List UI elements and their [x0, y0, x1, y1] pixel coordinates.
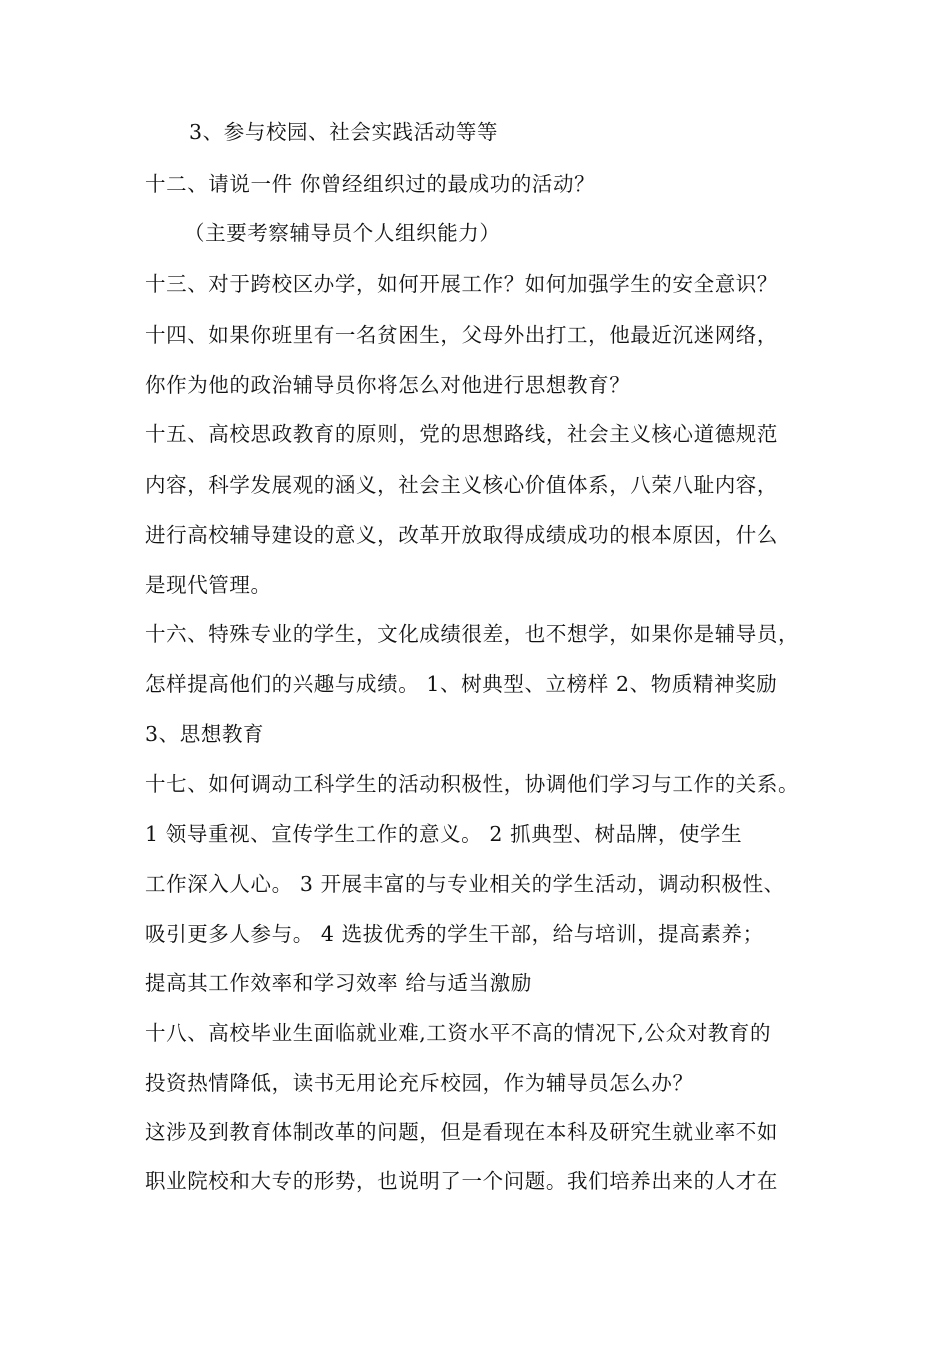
question-15: 十五、高校思政教育的原则，党的思想路线，社会主义核心道德规范 [145, 422, 778, 446]
answer-17-line-3: 吸引更多人参与。 4 选拔优秀的学生干部，给与培训，提高素养； [145, 922, 764, 946]
question-12: 十二、请说一件 你曾经组织过的最成功的活动？ [145, 172, 596, 196]
question-18-continued: 投资热情降低，读书无用论充斥校园，作为辅导员怎么办？ [145, 1071, 694, 1095]
answer-18-line-1: 这涉及到教育体制改革的问题，但是看现在本科及研究生就业率不如 [145, 1120, 778, 1144]
text-line-1: 3、参与校园、社会实践活动等等 [189, 120, 499, 144]
note-line: （主要考察辅导员个人组织能力） [184, 221, 501, 245]
question-13: 十三、对于跨校区办学，如何开展工作？如何加强学生的安全意识？ [145, 272, 778, 296]
question-14-continued: 你作为他的政治辅导员你将怎么对他进行思想教育？ [145, 373, 631, 397]
question-15-continued-2: 进行高校辅导建设的意义，改革开放取得成绩成功的根本原因，什么 [145, 523, 778, 547]
answer-17-line-1: 1 领导重视、宣传学生工作的意义。 2 抓典型、树品牌，使学生 [145, 822, 743, 846]
answer-17-line-4: 提高其工作效率和学习效率 给与适当激励 [145, 971, 532, 995]
question-16-continued: 怎样提高他们的兴趣与成绩。 1、树典型、立榜样 2、物质精神奖励 [145, 672, 778, 696]
question-14: 十四、如果你班里有一名贫困生，父母外出打工，他最近沉迷网络， [145, 323, 778, 347]
answer-17-line-2: 工作深入人心。 3 开展丰富的与专业相关的学生活动，调动积极性、 [145, 872, 785, 896]
question-17: 十七、如何调动工科学生的活动积极性，协调他们学习与工作的关系。 [145, 772, 800, 796]
question-15-continued-1: 内容，科学发展观的涵义，社会主义核心价值体系，八荣八耻内容， [145, 473, 778, 497]
question-16: 十六、特殊专业的学生，文化成绩很差，也不想学，如果你是辅导员， [145, 622, 800, 646]
question-18: 十八、高校毕业生面临就业难,工资水平不高的情况下,公众对教育的 [145, 1021, 772, 1045]
question-15-continued-3: 是现代管理。 [145, 573, 272, 597]
answer-18-line-2: 职业院校和大专的形势，也说明了一个问题。我们培养出来的人才在 [145, 1169, 778, 1193]
question-16-item-3: 3、思想教育 [145, 722, 265, 746]
